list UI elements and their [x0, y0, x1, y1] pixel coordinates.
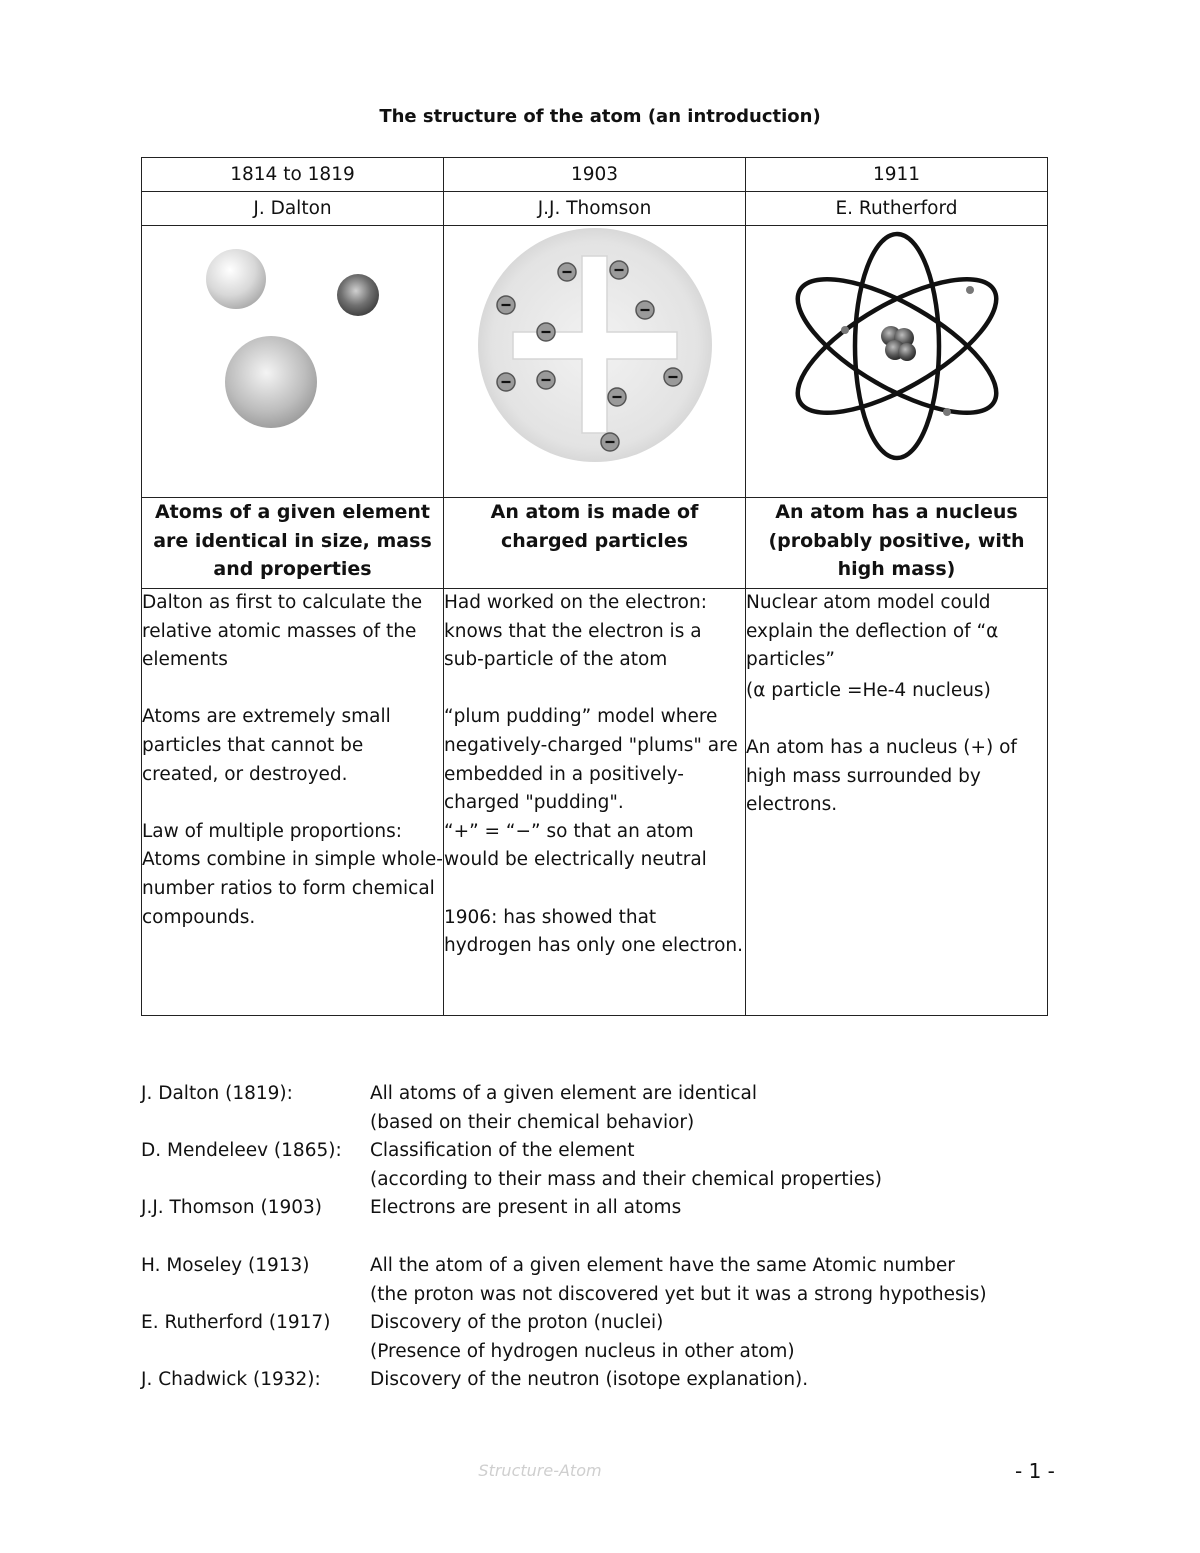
timeline-text: Discovery of the proton (nuclei) — [370, 1312, 664, 1334]
paragraph: “+” = “−” so that an atom would be electrically neutral — [444, 820, 707, 871]
nucleus-particle — [898, 343, 916, 361]
orbit-electron — [943, 408, 951, 416]
nuclear-atom-image — [767, 226, 1027, 466]
paragraph: (α particle =He-4 nucleus) — [746, 679, 991, 701]
timeline-text: Electrons are present in all atoms — [370, 1197, 682, 1219]
timeline-detail: (Presence of hydrogen nucleus in other atom) — [370, 1340, 795, 1362]
dalton-illustration-cell — [142, 226, 444, 498]
dalton-details — [142, 589, 444, 1016]
electron-icon — [497, 296, 515, 314]
electron-icon — [537, 371, 555, 389]
headline-cell: An atom has a nucleus (probably positive, with high mass) — [746, 498, 1048, 589]
year-cell: 1814 to 1819 — [142, 158, 444, 192]
footer-document-name: Structure-Atom — [478, 1461, 602, 1480]
timeline-detail: (based on their chemical behavior) — [370, 1111, 695, 1133]
timeline-scientist: J. Dalton (1819): — [141, 1083, 293, 1104]
timeline-description — [370, 1309, 1081, 1366]
paragraph: Atoms are extremely small particles that cannot be created, or destroyed. — [142, 706, 391, 785]
timeline-entry — [141, 1366, 1081, 1395]
details-row — [142, 589, 1048, 1016]
timeline-scientist: D. Mendeleev (1865): — [141, 1140, 342, 1162]
electron-icon — [537, 323, 555, 341]
timeline-detail: (according to their mass and their chemical properties) — [370, 1168, 882, 1190]
scientists-row — [142, 192, 1048, 226]
timeline-entry — [141, 1080, 1081, 1137]
electron-icon — [601, 433, 619, 451]
paragraph: Had worked on the electron: knows that the electron is a sub-particle of the atom — [444, 592, 707, 671]
timeline-text: Classification of the element — [370, 1140, 635, 1162]
headlines-row — [142, 498, 1048, 589]
timeline-description — [370, 1366, 1081, 1395]
headline-cell: An atom is made of charged particles — [444, 498, 746, 589]
scientist-cell: E. Rutherford — [746, 192, 1048, 226]
years-row — [142, 158, 1048, 192]
year-cell: 1903 — [444, 158, 746, 192]
orbit-electron — [841, 326, 849, 334]
paragraph: Law of multiple proportions: Atoms combine in simple whole-number ratios to form chemical compounds. — [142, 820, 443, 928]
scientist-cell: J.J. Thomson — [444, 192, 746, 226]
electron-icon — [608, 388, 626, 406]
timeline-scientist: E. Rutherford (1917) — [141, 1312, 331, 1334]
rutherford-illustration-cell — [746, 226, 1048, 498]
year-cell: 1911 — [746, 158, 1048, 192]
discovery-timeline — [141, 1080, 1081, 1395]
timeline-entry — [141, 1309, 1081, 1366]
plum-pudding-image — [465, 226, 725, 466]
timeline-text: Discovery of the neutron (isotope explanation). — [370, 1369, 809, 1391]
timeline-entry — [141, 1194, 1081, 1223]
electron-icon — [636, 301, 654, 319]
dalton-spheres-image — [163, 226, 423, 466]
paragraph: Dalton as first to calculate the relative atomic masses of the elements — [142, 592, 423, 671]
timeline-entry — [141, 1137, 1081, 1194]
timeline-description — [370, 1137, 1081, 1194]
paragraph: An atom has a nucleus (+) of high mass surrounded by electrons. — [746, 736, 1017, 816]
timeline-description — [370, 1194, 1081, 1223]
rutherford-details — [746, 589, 1048, 1016]
thomson-details — [444, 589, 746, 1016]
paragraph: 1906: has showed that hydrogen has only one electron. — [444, 906, 744, 957]
paragraph: “plum pudding” model where negatively-charged "plums" are embedded in a positively-charged "pudding". — [444, 706, 738, 814]
timeline-text: All atoms of a given element are identical — [370, 1083, 758, 1104]
spacer — [141, 1223, 1081, 1252]
timeline-entry — [141, 1252, 1081, 1309]
electron-icon — [664, 368, 682, 386]
page-title: The structure of the atom (an introduction) — [379, 106, 821, 127]
orbit-electron — [966, 286, 974, 294]
small-sphere — [206, 249, 266, 309]
atom-models-table — [141, 157, 1048, 1016]
large-sphere — [225, 336, 317, 428]
page-number: - 1 - — [1015, 1459, 1055, 1483]
timeline-description — [370, 1252, 1081, 1309]
dark-sphere — [337, 274, 379, 316]
headline-cell: Atoms of a given element are identical in size, mass and properties — [142, 498, 444, 589]
timeline-detail: (the proton was not discovered yet but it was a strong hypothesis) — [370, 1283, 987, 1305]
timeline-text: All the atom of a given element have the same Atomic number — [370, 1254, 955, 1276]
electron-icon — [558, 263, 576, 281]
timeline-description — [370, 1080, 1081, 1137]
electron-icon — [610, 261, 628, 279]
electron-icon — [497, 373, 515, 391]
scientist-cell: J. Dalton — [142, 192, 444, 226]
thomson-illustration-cell — [444, 226, 746, 498]
timeline-scientist: J.J. Thomson (1903) — [141, 1197, 322, 1219]
timeline-scientist: J. Chadwick (1932): — [141, 1369, 321, 1391]
timeline-scientist: H. Moseley (1913) — [141, 1254, 310, 1276]
illustrations-row — [142, 226, 1048, 498]
paragraph: Nuclear atom model could explain the deflection of “α particles” — [746, 592, 999, 671]
